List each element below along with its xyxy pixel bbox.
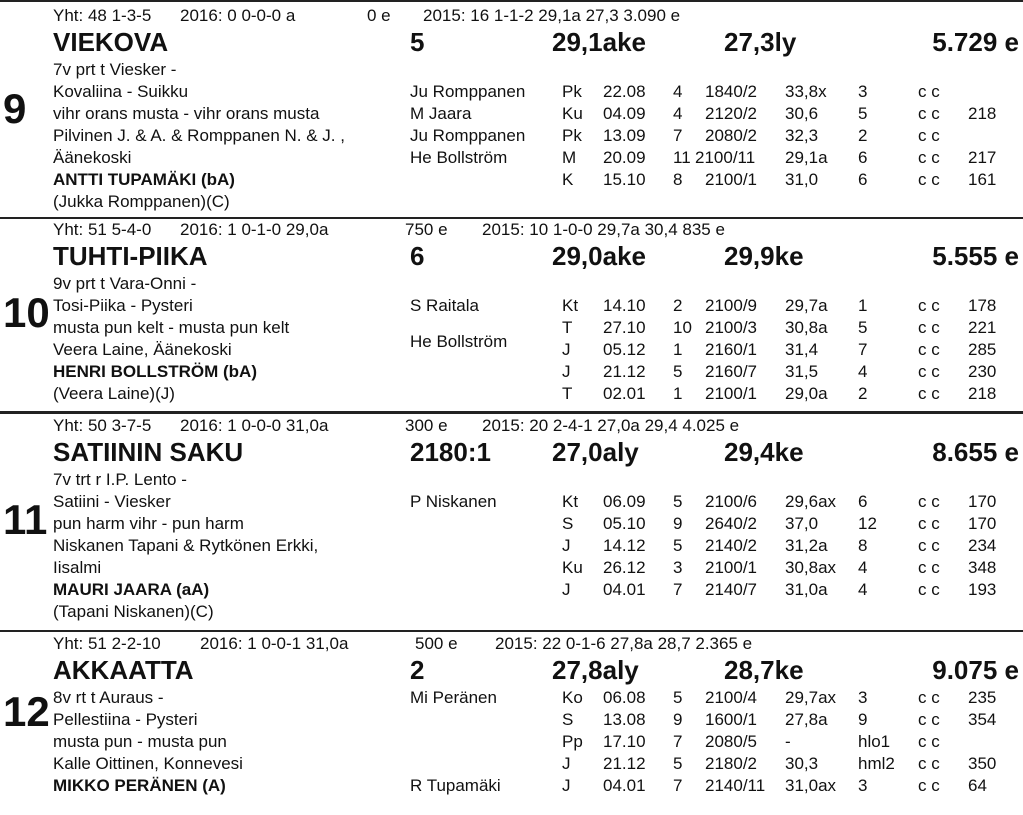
entry-divider — [0, 630, 1023, 632]
race-position: 5 — [858, 318, 868, 337]
info-line: 9v prt t Vara-Onni - — [53, 274, 197, 293]
race-time: 31,2a — [785, 536, 828, 555]
race-odds: c c — [918, 126, 940, 145]
race-odds: c c — [918, 384, 940, 403]
race-prize: 350 — [968, 754, 997, 773]
race-prize: 64 — [968, 776, 987, 795]
race-prize: 235 — [968, 688, 997, 707]
race-date: 06.08 — [603, 688, 646, 707]
summary-2015: 2015: 10 1-0-0 29,7a 30,4 835 e — [482, 220, 725, 239]
race-date: 20.09 — [603, 148, 646, 167]
summary-2016-money: 300 e — [405, 416, 448, 435]
summary-total: Yht: 48 1-3-5 — [53, 6, 152, 25]
race-position: 6 — [858, 170, 868, 189]
race-track: J — [562, 580, 571, 599]
info-line: Niskanen Tapani & Rytkönen Erkki, — [53, 536, 319, 555]
race-driver: M Jaara — [410, 104, 472, 123]
race-track: J — [562, 754, 571, 773]
race-odds: c c — [918, 536, 940, 555]
race-distance: 2160/7 — [705, 362, 757, 381]
horse-name: VIEKOVA — [53, 27, 169, 57]
race-position: 8 — [858, 536, 868, 555]
race-distance: 2100/1 — [705, 558, 757, 577]
start-number: 12 — [3, 688, 50, 735]
race-date: 02.01 — [603, 384, 646, 403]
race-time: 33,8x — [785, 82, 827, 101]
best-time-2: 27,3ly — [724, 27, 797, 57]
race-date: 15.10 — [603, 170, 646, 189]
best-time-2: 28,7ke — [724, 655, 804, 685]
trainer-name: (Veera Laine)(J) — [53, 384, 175, 403]
race-position: hml2 — [858, 754, 895, 773]
earnings: 8.655 e — [932, 437, 1019, 467]
race-position: 4 — [858, 558, 868, 577]
race-track: J — [562, 340, 571, 359]
race-no: 9 — [673, 710, 683, 729]
race-no: 7 — [673, 776, 683, 795]
race-date: 26.12 — [603, 558, 646, 577]
race-distance: 2100/11 — [695, 148, 756, 167]
race-date: 05.10 — [603, 514, 646, 533]
race-track: J — [562, 776, 571, 795]
info-line: Kalle Oittinen, Konnevesi — [53, 754, 243, 773]
summary-total: Yht: 51 2-2-10 — [53, 634, 161, 653]
race-track: M — [562, 148, 577, 167]
race-position: 12 — [858, 514, 877, 533]
top-rule — [0, 0, 1023, 2]
race-time: 27,8a — [785, 710, 828, 729]
race-time: 30,6 — [785, 104, 819, 123]
race-driver: He Bollström — [410, 332, 508, 351]
info-line: pun harm vihr - pun harm — [53, 514, 244, 533]
race-distance: 2180/2 — [705, 754, 757, 773]
race-date: 14.12 — [603, 536, 646, 555]
race-position: 7 — [858, 340, 868, 359]
race-distance: 2100/9 — [705, 296, 757, 315]
race-track: S — [562, 710, 574, 729]
info-line: 7v trt r I.P. Lento - — [53, 470, 187, 489]
race-time: 31,0ax — [785, 776, 837, 795]
race-date: 21.12 — [603, 754, 646, 773]
race-time: 29,1a — [785, 148, 828, 167]
race-time: 30,8a — [785, 318, 828, 337]
summary-2015: 2015: 22 0-1-6 27,8a 28,7 2.365 e — [495, 634, 753, 653]
race-position: 4 — [858, 580, 868, 599]
race-odds: c c — [918, 754, 940, 773]
info-line: musta pun kelt - musta pun kelt — [53, 318, 290, 337]
race-odds: c c — [918, 340, 940, 359]
race-no: 5 — [673, 688, 683, 707]
trainer-name: (Jukka Romppanen)(C) — [53, 192, 230, 211]
race-position: 3 — [858, 688, 868, 707]
race-track: T — [562, 318, 573, 337]
race-odds: c c — [918, 82, 940, 101]
race-time: 29,0a — [785, 384, 828, 403]
race-distance: 2640/2 — [705, 514, 757, 533]
record: 6 — [410, 241, 425, 271]
race-prize: 170 — [968, 492, 997, 511]
race-distance: 2160/1 — [705, 340, 757, 359]
horse-name: TUHTI-PIIKA — [53, 241, 208, 271]
race-odds: c c — [918, 688, 940, 707]
horse-name: SATIININ SAKU — [53, 437, 244, 467]
race-odds: c c — [918, 362, 940, 381]
race-no: 7 — [673, 580, 683, 599]
race-prize: 218 — [968, 104, 997, 123]
race-date: 04.09 — [603, 104, 646, 123]
race-prize: 193 — [968, 580, 997, 599]
info-line: vihr orans musta - vihr orans musta — [53, 104, 320, 123]
info-line: musta pun - musta pun — [53, 732, 227, 751]
summary-2016-money: 0 e — [367, 6, 391, 25]
race-position: 4 — [858, 362, 868, 381]
driver-name: HENRI BOLLSTRÖM (bA) — [53, 362, 257, 381]
race-no: 11 — [673, 148, 691, 167]
info-line: Pellestiina - Pysteri — [53, 710, 198, 729]
race-distance: 1600/1 — [705, 710, 757, 729]
race-time: 30,3 — [785, 754, 819, 773]
best-time-1: 29,0ake — [552, 241, 646, 271]
horse-name: AKKAATTA — [53, 655, 194, 685]
race-odds: c c — [918, 710, 940, 729]
race-time: 29,6ax — [785, 492, 837, 511]
info-line: Tosi-Piika - Pysteri — [53, 296, 193, 315]
driver-name: ANTTI TUPAMÄKI (bA) — [53, 170, 235, 189]
info-line: Veera Laine, Äänekoski — [53, 340, 232, 359]
race-date: 13.09 — [603, 126, 646, 145]
race-track: Kt — [562, 296, 579, 315]
race-no: 8 — [673, 170, 683, 189]
race-driver: Ju Romppanen — [410, 126, 526, 145]
race-distance: 1840/2 — [705, 82, 757, 101]
race-distance: 2120/2 — [705, 104, 757, 123]
best-time-1: 27,8aly — [552, 655, 639, 685]
race-no: 1 — [673, 340, 683, 359]
race-odds: c c — [918, 170, 940, 189]
race-date: 17.10 — [603, 732, 646, 751]
summary-2016-money: 750 e — [405, 220, 448, 239]
summary-2016: 2016: 0 0-0-0 a — [180, 6, 296, 25]
info-line: 8v rt t Auraus - — [53, 688, 164, 707]
race-odds: c c — [918, 776, 940, 795]
race-track: K — [562, 170, 574, 189]
race-time: 31,5 — [785, 362, 819, 381]
race-no: 4 — [673, 82, 683, 101]
race-distance: 2140/11 — [705, 776, 766, 795]
race-no: 7 — [673, 126, 683, 145]
info-line: Iisalmi — [53, 558, 102, 577]
trainer-name: (Tapani Niskanen)(C) — [53, 602, 214, 621]
race-position: 9 — [858, 710, 868, 729]
race-distance: 2080/2 — [705, 126, 757, 145]
race-time: 31,0a — [785, 580, 828, 599]
race-odds: c c — [918, 558, 940, 577]
summary-2016: 2016: 1 0-0-0 31,0a — [180, 416, 329, 435]
race-date: 14.10 — [603, 296, 646, 315]
race-no: 5 — [673, 492, 683, 511]
race-prize: 348 — [968, 558, 997, 577]
best-time-2: 29,9ke — [724, 241, 804, 271]
best-time-1: 27,0aly — [552, 437, 639, 467]
race-distance: 2100/1 — [705, 384, 757, 403]
driver-name: MIKKO PERÄNEN (A) — [53, 776, 226, 795]
race-position: 5 — [858, 104, 868, 123]
race-time: 31,0 — [785, 170, 819, 189]
race-date: 21.12 — [603, 362, 646, 381]
info-line: Satiini - Viesker — [53, 492, 171, 511]
start-number: 11 — [3, 496, 48, 543]
race-track: J — [562, 362, 571, 381]
race-odds: c c — [918, 580, 940, 599]
race-odds: c c — [918, 104, 940, 123]
race-date: 05.12 — [603, 340, 646, 359]
entry-divider — [0, 217, 1023, 219]
best-time-2: 29,4ke — [724, 437, 804, 467]
race-driver: Mi Peränen — [410, 688, 497, 707]
record: 2 — [410, 655, 425, 685]
race-distance: 2140/7 — [705, 580, 757, 599]
info-line: 7v prt t Viesker - — [53, 60, 177, 79]
race-no: 5 — [673, 362, 683, 381]
race-prize: 170 — [968, 514, 997, 533]
race-track: Pk — [562, 126, 582, 145]
info-line: Pilvinen J. & A. & Romppanen N. & J. , — [53, 126, 345, 145]
info-line: Äänekoski — [53, 148, 132, 167]
race-driver: R Tupamäki — [410, 776, 501, 795]
record: 2180:1 — [410, 437, 491, 467]
race-track: T — [562, 384, 573, 403]
race-position: 3 — [858, 776, 868, 795]
race-prize: 178 — [968, 296, 997, 315]
race-position: 6 — [858, 492, 868, 511]
race-odds: c c — [918, 492, 940, 511]
race-date: 22.08 — [603, 82, 646, 101]
race-track: Ko — [562, 688, 583, 707]
race-date: 04.01 — [603, 580, 646, 599]
race-date: 13.08 — [603, 710, 646, 729]
race-no: 1 — [673, 384, 683, 403]
summary-total: Yht: 50 3-7-5 — [53, 416, 152, 435]
race-no: 10 — [673, 318, 692, 337]
earnings: 5.729 e — [932, 27, 1019, 57]
summary-total: Yht: 51 5-4-0 — [53, 220, 152, 239]
race-time: 29,7ax — [785, 688, 837, 707]
race-date: 04.01 — [603, 776, 646, 795]
race-odds: c c — [918, 514, 940, 533]
race-track: Ku — [562, 558, 583, 577]
race-date: 06.09 — [603, 492, 646, 511]
race-date: 27.10 — [603, 318, 646, 337]
start-number: 10 — [3, 289, 50, 336]
info-line: Kovaliina - Suikku — [53, 82, 189, 101]
race-driver: P Niskanen — [410, 492, 497, 511]
summary-2016: 2016: 1 0-1-0 29,0a — [180, 220, 329, 239]
race-prize: 161 — [968, 170, 997, 189]
race-track: S — [562, 514, 574, 533]
race-prize: 285 — [968, 340, 997, 359]
race-position: 2 — [858, 126, 868, 145]
race-time: 37,0 — [785, 514, 819, 533]
race-position: 6 — [858, 148, 868, 167]
race-distance: 2100/1 — [705, 170, 757, 189]
race-no: 7 — [673, 732, 683, 751]
race-distance: 2080/5 — [705, 732, 757, 751]
entry-divider — [0, 411, 1023, 414]
race-track: J — [562, 536, 571, 555]
race-driver: He Bollström — [410, 148, 508, 167]
race-no: 2 — [673, 296, 683, 315]
race-distance: 2100/6 — [705, 492, 757, 511]
race-prize: 218 — [968, 384, 997, 403]
race-distance: 2100/4 — [705, 688, 757, 707]
race-no: 4 — [673, 104, 683, 123]
summary-2015: 2015: 16 1-1-2 29,1a 27,3 3.090 e — [423, 6, 681, 25]
race-distance: 2140/2 — [705, 536, 757, 555]
race-track: Pk — [562, 82, 582, 101]
race-driver: Ju Romppanen — [410, 82, 526, 101]
race-prize: 221 — [968, 318, 997, 337]
start-number: 9 — [3, 85, 27, 132]
race-track: Ku — [562, 104, 583, 123]
race-no: 5 — [673, 754, 683, 773]
race-position: hlo1 — [858, 732, 891, 751]
race-no: 9 — [673, 514, 683, 533]
summary-2016-money: 500 e — [415, 634, 458, 653]
race-prize: 354 — [968, 710, 997, 729]
race-time: 32,3 — [785, 126, 819, 145]
race-odds: c c — [918, 296, 940, 315]
best-time-1: 29,1ake — [552, 27, 646, 57]
race-position: 2 — [858, 384, 868, 403]
race-odds: c c — [918, 318, 940, 337]
earnings: 9.075 e — [932, 655, 1019, 685]
race-position: 1 — [858, 296, 868, 315]
race-track: Kt — [562, 492, 579, 511]
race-distance: 2100/3 — [705, 318, 757, 337]
record: 5 — [410, 27, 425, 57]
race-time: - — [785, 732, 791, 751]
race-driver: S Raitala — [410, 296, 479, 315]
race-odds: c c — [918, 148, 940, 167]
race-time: 30,8ax — [785, 558, 837, 577]
race-no: 3 — [673, 558, 683, 577]
summary-2016: 2016: 1 0-0-1 31,0a — [200, 634, 349, 653]
race-no: 5 — [673, 536, 683, 555]
race-time: 29,7a — [785, 296, 828, 315]
driver-name: MAURI JAARA (aA) — [53, 580, 210, 599]
race-time: 31,4 — [785, 340, 819, 359]
race-prize: 230 — [968, 362, 997, 381]
race-odds: c c — [918, 732, 940, 751]
race-prize: 234 — [968, 536, 997, 555]
race-prize: 217 — [968, 148, 997, 167]
race-position: 3 — [858, 82, 868, 101]
summary-2015: 2015: 20 2-4-1 27,0a 29,4 4.025 e — [482, 416, 740, 435]
earnings: 5.555 e — [932, 241, 1019, 271]
race-track: Pp — [562, 732, 583, 751]
